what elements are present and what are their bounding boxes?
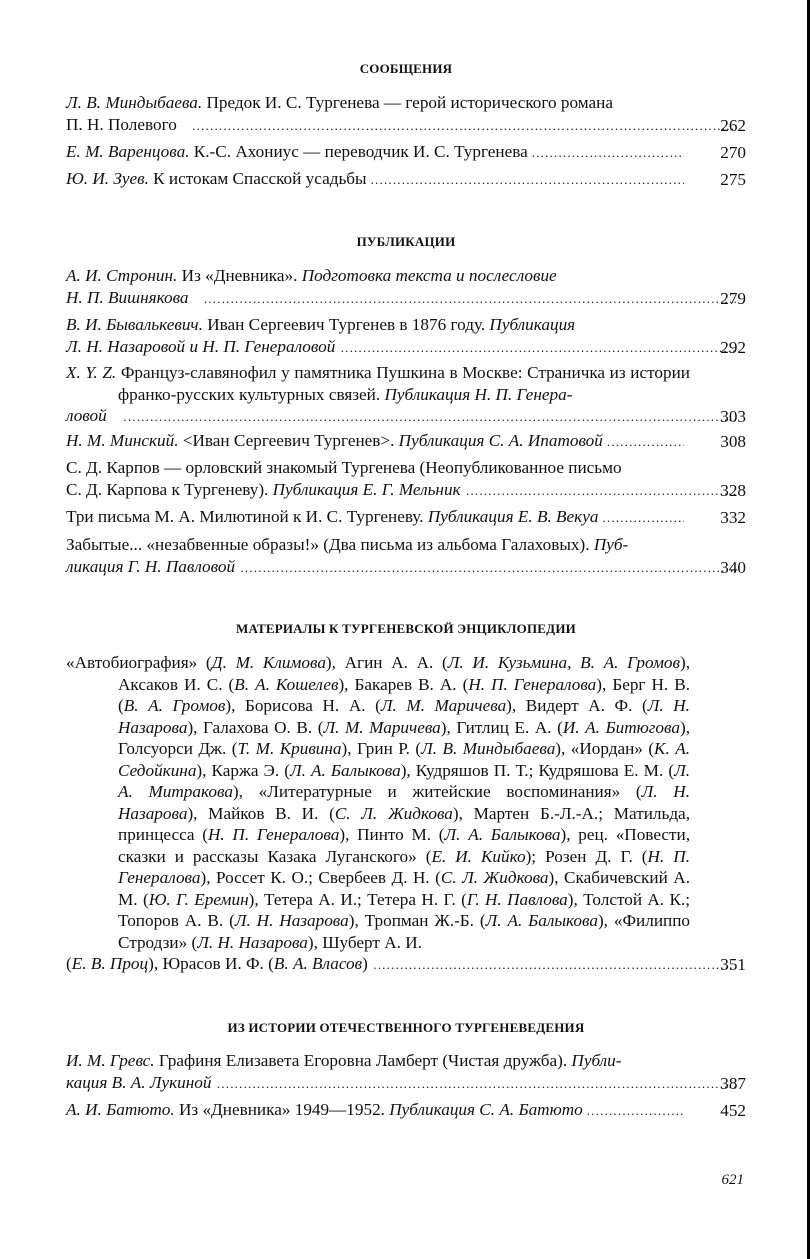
entry-title: Забытые... «незабвенные образы!» (Два письма из альбома Галаховых).	[66, 535, 590, 554]
leader-dots	[239, 557, 736, 579]
leader-dots	[215, 1073, 736, 1095]
entry-page: 279	[720, 288, 746, 308]
leader-dots	[607, 431, 684, 453]
section-title-materialy: МАТЕРИАЛЫ К ТУРГЕНЕВСКОЙ ЭНЦИКЛОПЕДИИ	[236, 621, 576, 636]
entry-page: 292	[720, 337, 746, 357]
entry-note: Публикация Е. В. Векуа	[427, 507, 599, 526]
toc-entry[interactable]	[66, 430, 746, 453]
entry-page: 303	[720, 407, 746, 426]
toc-entry[interactable]	[66, 92, 746, 136]
entry-page: 308	[720, 432, 746, 451]
entry-page: 270	[720, 143, 746, 162]
leader-dots	[191, 115, 736, 137]
toc-entry-encyclopedia[interactable]	[66, 652, 746, 976]
entry-page: 275	[720, 170, 746, 189]
entry-title: Предок И. С. Тургенева — герой исторического романа	[206, 93, 613, 112]
toc-entry[interactable]	[66, 534, 746, 578]
toc-entry[interactable]	[66, 314, 746, 358]
entry-author: И. М. Гревс.	[66, 1051, 155, 1070]
entry-title: К.-С. Ахониус — переводчик И. С. Тургенева	[193, 142, 528, 161]
entry-page: 262	[720, 115, 746, 135]
leader-dots	[372, 954, 736, 976]
entry-title: С. Д. Карпов — орловский знакомый Тургенева (Неопубликованное письмо	[66, 458, 622, 477]
entry-author: Л. В. Миндыбаева.	[66, 93, 203, 112]
entry-page: 340	[720, 557, 746, 577]
entry-note-cont: Л. Н. Назаровой и Н. П. Генераловой	[66, 336, 336, 356]
entry-title-cont: С. Д. Карпова к Тургеневу).	[66, 479, 269, 499]
toc-entry[interactable]: X. Y. Z. Француз-славянофил у памятника Пушкина в Москве: Страничка из истории франко-русских культурных связей. Публикация Н. П. Генера- ловой ..... 303	[66, 362, 746, 428]
entry-title: Иван Сергеевич Тургенев в 1876 году.	[207, 315, 486, 334]
toc-entry[interactable]	[66, 265, 746, 309]
leader-dots	[371, 169, 684, 191]
encyclopedia-articles: «Автобиография» (Д. М. Климова), Агин А. А. (Л. И. Кузьмина, В. А. Громов), Аксаков И. С. (В. А. Кошелев), Бакарев В. А. (Н. П. Генералова), Берг Н. В. (В. А. Громов), Борисова Н. А. (Л. М. Маричева), Видерт А. Ф. (Л. Н. Назарова), Галахова О. В. (Л. М. Маричева), Гитлиц Е. А. (И. А. Битюгова), Голсуорси Дж. (Т. М. Кривина), Грин Р. (Л. В. Миндыбаева), «Иордан» (К. А. Седойкина), Каржа Э. (Л. А. Балыкова), Кудряшов П. Т.; Кудряшова Е. М. (Л. А. Митракова), «Литературные и житейские воспоминания» (Л. Н. Назарова), Майков В. И. (С. Л. Жидкова), Мартен Б.-Л.-А.; Матильда, принцесса (Н. П. Генералова), Пинто М. (Л. А. Балыкова), рец. «Повести, сказки и рассказы Казака Луганского» (Е. И. Кийко); Розен Д. Г. (Н. П. Генералова), Россет К. О.; Свербеев Д. Н. (С. Л. Жидкова), Скабичевский А. М. (Ю. Г. Еремин), Тетера А. И.; Тетера Н. Г. (Г. Н. Павлова), Толстой А. К.; Топоров А. В. (Л. Н. Назарова), Тропман Ж.-Б. (Л. А. Балыкова), «Филиппо Стродзи» (Л. Н. Назарова), Шуберт А. И.	[66, 653, 691, 952]
entry-author: Н. М. Минский.	[66, 431, 179, 450]
entry-note-cont: кация В. А. Лукиной	[66, 1072, 212, 1092]
toc-entry[interactable]	[66, 506, 746, 529]
entry-page: 387	[720, 1073, 746, 1093]
leader-dots	[532, 142, 684, 164]
toc-entry[interactable]	[66, 457, 746, 501]
entry-author: Ю. И. Зуев.	[66, 169, 149, 188]
leader-dots	[203, 288, 737, 310]
entry-page: 351	[720, 955, 746, 974]
entry-author: В. И. Бывалькевич.	[66, 315, 203, 334]
entry-title: Из «Дневника».	[181, 266, 298, 285]
toc-entry[interactable]	[66, 1050, 746, 1094]
leader-dots	[122, 406, 736, 428]
entry-title: Графиня Елизавета Егоровна Ламберт (Чистая дружба).	[158, 1051, 568, 1070]
leader-dots	[602, 507, 684, 529]
entry-note-cont: Н. П. Вишнякова	[66, 287, 189, 307]
leader-dots	[587, 1100, 684, 1122]
toc-entry[interactable]	[66, 1099, 746, 1122]
entry-note: Публикация Н. П. Генера-	[384, 384, 573, 404]
entry-title: Француз-славянофил у памятника Пушкина в Москве: Страничка из истории франко-русских культурных связей.	[118, 363, 691, 404]
entry-note: Публикация Е. Г. Мельник	[272, 479, 461, 499]
entry-page: 328	[720, 480, 746, 500]
entry-author: X. Y. Z.	[66, 363, 117, 382]
toc-entry[interactable]	[66, 141, 746, 164]
page-number: 621	[721, 1172, 744, 1188]
entry-author: А. И. Стронин.	[66, 266, 178, 285]
entry-note: Пуб-	[593, 535, 629, 554]
section-title-publikatsii: ПУБЛИКАЦИИ	[356, 234, 456, 249]
entry-note: Публикация	[489, 315, 576, 334]
entry-author: Е. М. Варенцова.	[66, 142, 190, 161]
entry-page: 452	[720, 1101, 746, 1120]
section-title-soobshcheniya: СООБЩЕНИЯ	[359, 61, 453, 76]
entry-note: Публикация С. А. Ипатовой	[398, 431, 603, 450]
entry-note: Публикация С. А. Батюто	[389, 1100, 583, 1119]
entry-note: Подготовка текста и послесловие	[301, 266, 557, 285]
encyclopedia-articles-cont: (Е. В. Проц), Юрасов И. Ф. (В. А. Власов)	[66, 954, 368, 973]
entry-title: <Иван Сергеевич Тургенев>.	[182, 431, 395, 450]
entry-note-cont: ликация Г. Н. Павловой	[66, 556, 236, 576]
section-title-istoriya: ИЗ ИСТОРИИ ОТЕЧЕСТВЕННОГО ТУРГЕНЕВЕДЕНИЯ	[227, 1020, 585, 1035]
entry-title: К истокам Спасской усадьбы	[153, 169, 367, 188]
entry-title: Три письма М. А. Милютиной к И. С. Тургеневу.	[66, 507, 424, 526]
entry-page: 332	[720, 508, 746, 527]
entry-title: Из «Дневника» 1949—1952.	[178, 1100, 385, 1119]
entry-author: А. И. Батюто.	[66, 1100, 175, 1119]
toc-entry[interactable]	[66, 168, 746, 191]
entry-title-cont: П. Н. Полевого	[66, 114, 177, 134]
leader-dots	[339, 337, 736, 359]
entry-note: Публи-	[571, 1051, 622, 1070]
